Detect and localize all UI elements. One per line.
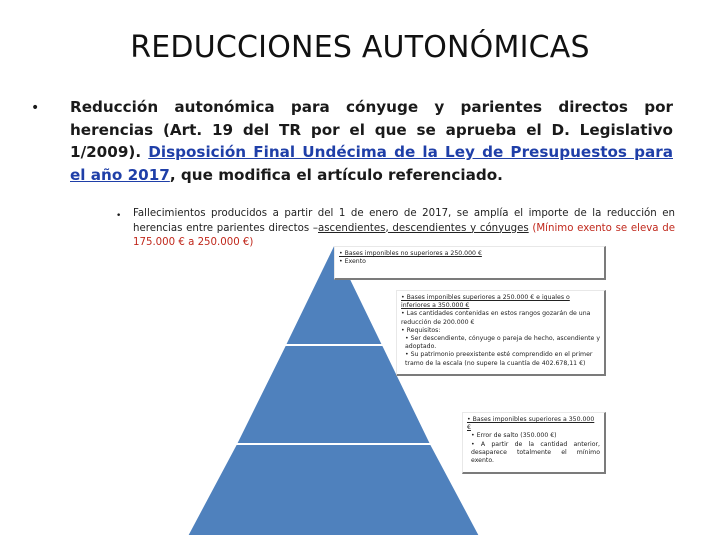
pyramid-bottom [187,444,480,536]
tier2-line4: • Ser descendiente, cónyuge o pareja de hecho, ascendiente y adoptado. [405,335,600,351]
sub-text-red: (Mínimo exento se eleva de 175.000 € a 250.000 €) [133,222,675,248]
tier2-panel [396,290,606,376]
tier2-line1: • Bases imponibles superiores a 250.000 € e iguales o inferiores a 350.000 € [401,294,570,310]
main-bullet: • [31,100,40,116]
tier1-line2: • Exento [339,258,366,266]
slide-title: REDUCCIONES AUTONÓMICAS [130,30,590,65]
tier3-line3: • A partir de la cantidad anterior, desaparece totalmente el mínimo exento. [471,440,600,465]
main-text-part1: Reducción autonómica para cónyuge y parientes directos por herencias (Art. 19 del TR por el que se aprueba el D. Legislativo 1/2009). [70,98,673,161]
main-text-part2: , que modifica el artículo referenciado. [169,165,503,184]
tier3-line1: • Bases imponibles superiores a 350.000 € [467,416,595,432]
tier1-panel [334,246,606,280]
tier3-line2: • Error de salto (350.000 €) [471,432,557,440]
tier1-line1: • Bases imponibles no superiores a 250.000 € [339,250,482,257]
sub-bullet: • [116,211,122,221]
law-link[interactable]: Disposición Final Undécima de la Ley de Presupuestos para el año 2017 [70,143,673,184]
tier2-line3: • Requisitos: [401,326,441,334]
tier2-line5: • Su patrimonio preexistente esté comprendido en el primer tramo de la escala (no supere la cuantía de 402.678,11 €) [405,351,593,367]
tier3-panel [462,412,606,474]
sub-text-underlined: ascendientes, descendientes y cónyuges [318,222,529,234]
tier2-line2: • Las cantidades contenidas en estos rangos gozarán de una reducción de 200.000 € [401,310,591,326]
sub-text-part1: Fallecimientos producidos a partir del 1 de enero de 2017, se amplía el importe de la reducción en herencias entre parientes directos – [133,208,675,234]
